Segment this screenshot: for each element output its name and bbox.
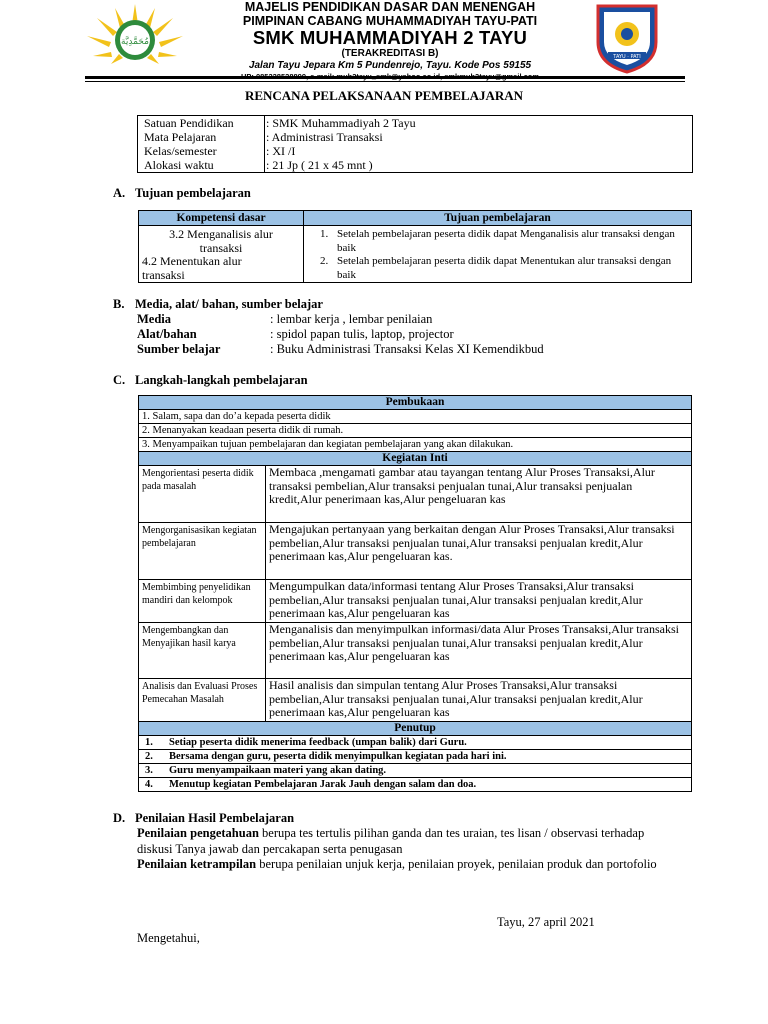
kd-header: Kompetensi dasar [139, 211, 304, 226]
kd-2: 4.2 Menentukan alur [142, 254, 242, 268]
identity-value: : SMK Muhammadiyah 2 Tayu [266, 116, 416, 130]
tp-header: Tujuan pembelajaran [304, 211, 692, 226]
langkah-table [138, 395, 692, 792]
inti-step-desc: Hasil analisis dan simpulan tentang Alur Proses Transaksi,Alur transaksi pembelian,Alur transaksi penjualan tunai,Alur transaksi penjualan kredit,Alur penerimaan kas,Alur pengeluaran kas [266, 679, 692, 722]
letterhead-text [190, 0, 590, 81]
media-list [137, 312, 677, 360]
inti-step-label: Mengorientasi peserta didik pada masalah [139, 466, 266, 523]
pembukaan-item: 3. Menyampaikan tujuan pembelajaran dan kegiatan pembelajaran yang akan dilakukan. [139, 438, 692, 452]
inti-step-desc: Membaca ,mengamati gambar atau tayangan tentang Alur Proses Transaksi,Alur transaksi pembelian,Alur transaksi penjualan tunai,Alur transaksi penjualan kredit,Alur penerimaan kas,Alur pengeluaran kas [266, 466, 692, 523]
penutup-item: 3. Guru menyampaikaan materi yang akan dating. [139, 764, 692, 778]
document-title: RENCANA PELAKSANAAN PEMBELAJARAN [244, 88, 524, 103]
header-divider-thin [85, 81, 685, 82]
muhammadiyah-logo-icon [85, 2, 185, 70]
identity-value: : 21 Jp ( 21 x 45 mnt ) [266, 158, 373, 172]
accreditation: (TERAKREDITASI B) [341, 48, 439, 59]
penutup-item: 1. Setiap peserta didik menerima feedback (umpan balik) dari Guru. [139, 736, 692, 750]
pembukaan-item: 2. Menanyakan keadaan peserta didik di rumah. [139, 424, 692, 438]
contact: HP: 085228528899, e-mail: muh2tayu_smk@yahoo.co.id, smkmuh2tayu@gmail.com [240, 72, 540, 81]
signature-date: Tayu, 27 april 2021 [497, 915, 595, 929]
school-name: SMK MUHAMMADIYAH 2 TAYU [252, 27, 528, 48]
identity-value: : XI /I [266, 144, 296, 158]
section-d-heading: D. Penilaian Hasil Pembelajaran [113, 811, 295, 825]
section-b-heading: B. Media, alat/ bahan, sumber belajar [113, 297, 323, 311]
inti-step-desc: Mengajukan pertanyaan yang berkaitan dengan Alur Proses Transaksi,Alur transaksi pembelian,Alur transaksi penjualan tunai,Alur transaksi penjualan kredit,Alur penerimaan kas,Alur pengeluaran kas. [266, 523, 692, 580]
address: Jalan Tayu Jepara Km 5 Pundenrejo, Tayu. Kode Pos 59155 [248, 60, 532, 71]
tujuan-table [138, 210, 692, 283]
media-value: : lembar kerja , lembar penilaian [270, 312, 433, 326]
media-key: Media [137, 312, 172, 326]
penutup-item: 2. Bersama dengan guru, peserta didik menyimpulkan kegiatan pada hari ini. [139, 750, 692, 764]
tp-item: 2. Setelah pembelajaran peserta didik dapat Menentukan alur transaksi dengan baik [331, 255, 688, 282]
kd-1: 3.2 Menganalisis alur [169, 227, 273, 241]
penutup-item: 4. Menutup kegiatan Pembelajaran Jarak Jauh dengan salam dan doa. [139, 778, 692, 792]
inti-step-label: Membimbing penyelidikan mandiri dan kelompok [139, 580, 266, 623]
penilaian-ketrampilan: Penilaian ketrampilan berupa penilaian unjuk kerja, penilaian proyek, penilaian produk dan portofolio [137, 857, 657, 871]
media-key: Sumber belajar [137, 342, 221, 356]
org-line: MAJELIS PENDIDIKAN DASAR DAN MENENGAH [244, 0, 536, 14]
kd-1-cont: transaksi [199, 240, 243, 255]
svg-text:مُحَمَّدِيَّة: مُحَمَّدِيَّة [121, 37, 149, 47]
pembukaan-item: 1. Salam, sapa dan do’a kepada peserta didik [139, 410, 692, 424]
identity-box [137, 115, 693, 173]
kd-2-cont: transaksi [142, 267, 185, 282]
inti-step-desc: Menganalisis dan menyimpulkan informasi/data Alur Proses Transaksi,Alur transaksi pembelian,Alur transaksi penjualan tunai,Alur transaksi penjualan kredit,Alur penerimaan kas,Alur pengeluaran kas [266, 623, 692, 679]
signature-mengetahui: Mengetahui, [137, 931, 200, 945]
identity-row [144, 116, 684, 130]
school-shield-logo-icon [594, 2, 660, 74]
media-value: : Buku Administrasi Transaksi Kelas XI Kemendikbud [270, 342, 544, 356]
identity-key: Alokasi waktu [144, 158, 214, 172]
svg-text:TAYU · PATI: TAYU · PATI [613, 54, 641, 60]
section-c-heading: C. Langkah-langkah pembelajaran [113, 373, 308, 387]
kd-cell [139, 226, 304, 283]
penilaian-pengetahuan: Penilaian pengetahuan berupa tes tertulis pilihan ganda dan tes uraian, tes lisan / observasi terhadap diskusi Tanya jawab dan percakapan serta penugasan [137, 826, 645, 856]
identity-value: : Administrasi Transaksi [266, 130, 383, 144]
identity-row [144, 144, 684, 158]
branch-line: PIMPINAN CABANG MUHAMMADIYAH TAYU-PATI [242, 14, 538, 28]
section-a-heading: A. Tujuan pembelajaran [113, 186, 251, 200]
letterhead [0, 0, 768, 81]
inti-header: Kegiatan Inti [139, 452, 692, 466]
inti-step-label: Mengembangkan dan Menyajikan hasil karya [139, 623, 266, 679]
penilaian-text [137, 826, 677, 873]
identity-key: Mata Pelajaran [144, 130, 217, 144]
inti-step-label: Analisis dan Evaluasi Proses Pemecahan Masalah [139, 679, 266, 722]
media-value: : spidol papan tulis, laptop, projector [270, 327, 454, 341]
inti-step-desc: Mengumpulkan data/informasi tentang Alur Proses Transaksi,Alur transaksi pembelian,Alur transaksi penjualan tunai,Alur transaksi penjualan kredit,Alur penerimaan kas,Alur pengeluaran kas [266, 580, 692, 623]
tp-cell [304, 226, 692, 283]
header-divider [85, 76, 685, 79]
inti-step-label: Mengorganisasikan kegiatan pembelajaran [139, 523, 266, 580]
media-key: Alat/bahan [137, 327, 197, 341]
identity-row [144, 158, 684, 172]
identity-row [144, 130, 684, 144]
identity-key: Kelas/semester [144, 144, 217, 158]
pembukaan-header: Pembukaan [139, 396, 692, 410]
tp-item: 1. Setelah pembelajaran peserta didik dapat Menganalisis alur transaksi dengan baik [331, 228, 688, 255]
identity-key: Satuan Pendidikan [144, 116, 234, 130]
penutup-header: Penutup [139, 722, 692, 736]
